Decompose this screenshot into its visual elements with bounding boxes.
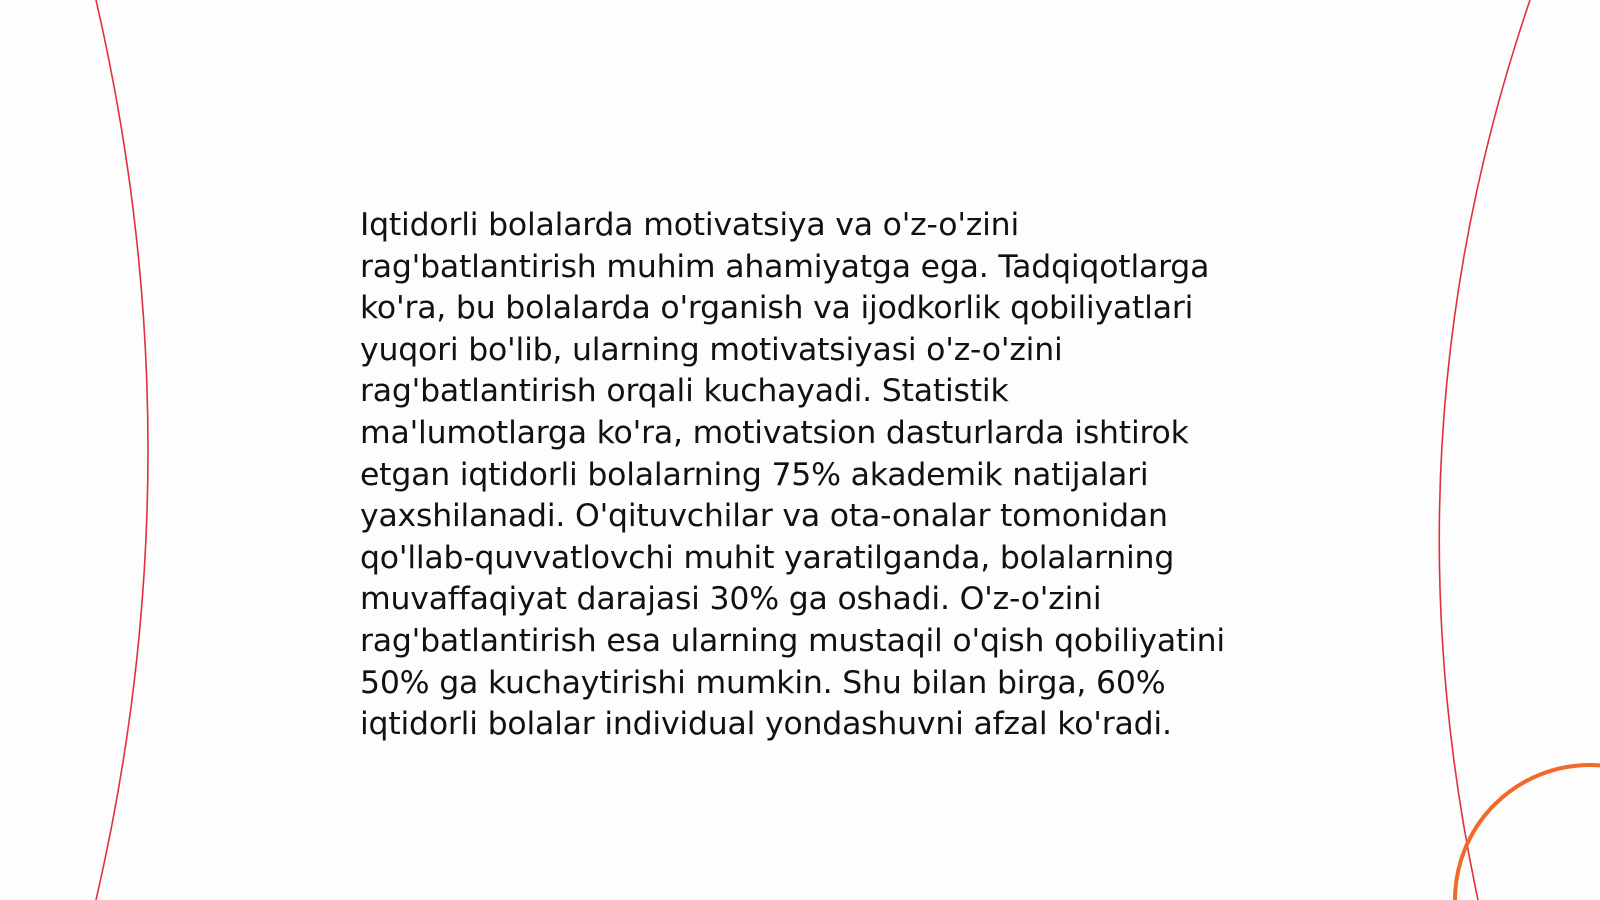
body-paragraph: Iqtidorli bolalarda motivatsiya va o'z-o'zini rag'batlantirish muhim ahamiyatga ega. Tadqiqotlarga ko'ra, bu bolalarda o'rganish va ijodkorlik qobiliyatlari yuqori bo'lib, ularning motivatsiyasi o'z-o'zini rag'batlantirish orqali kuchayadi. Statistik ma'lumotlarga ko'ra, motivatsion dasturlarda ishtirok etgan iqtidorli bolalarning 75% akademik natijalari yaxshilanadi. O'qituvchilar va ota-onalar tomonidan qo'llab-quvvatlovchi muhit yaratilganda, bolalarning muvaffaqiyat darajasi 30% ga oshadi. O'z-o'zini rag'batlantirish esa ularning mustaqil o'qish qobiliyatini 50% ga kuchaytirishi mumkin. Shu bilan birga, 60% iqtidorli bolalar individual yondashuvni afzal ko'radi. — [360, 207, 1225, 743]
left-curve-line — [96, 0, 148, 900]
right-curve-line — [1439, 0, 1530, 900]
accent-circle — [1455, 765, 1600, 900]
